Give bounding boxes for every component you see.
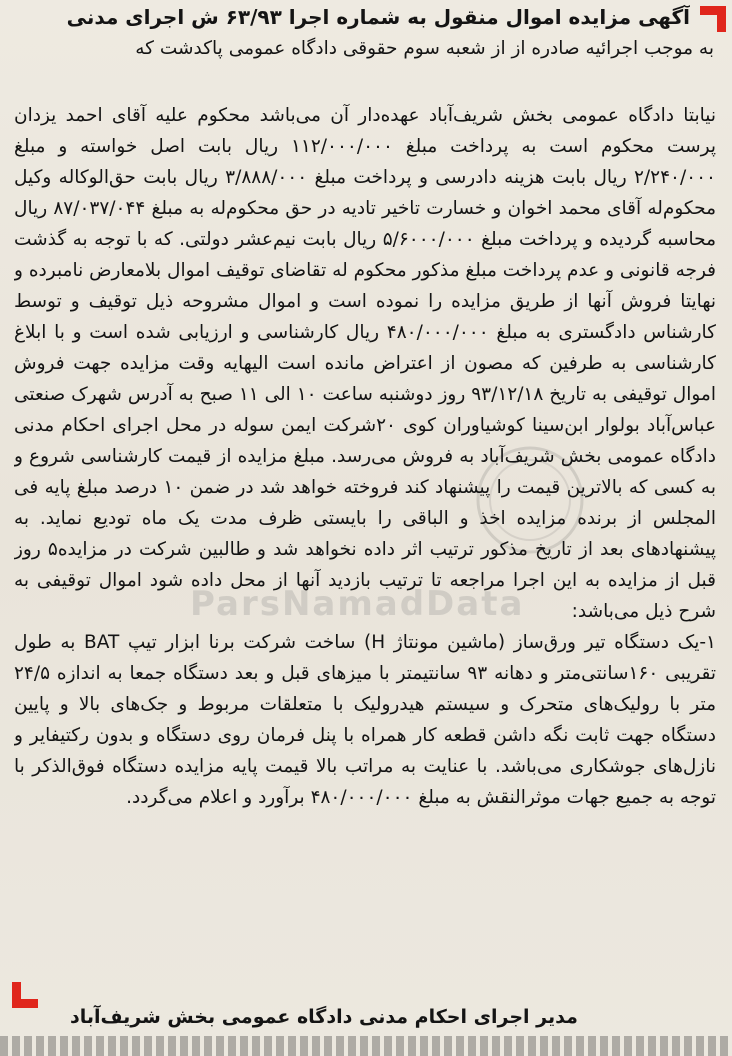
notice-body: نیابتا دادگاه عمومی بخش شریف‌آباد عهده‌دار آن می‌باشد محکوم علیه آقای احمد یزدان پرست محکوم است به پرداخت مبلغ ۱۱۲/۰۰۰/۰۰۰ ریال بابت اصل خواسته و مبلغ ۲/۲۴۰/۰۰۰ ریال بابت هزینه دادرسی و پرداخت مبلغ ۳/۸۸۸/۰۰۰ ریال بابت حق‌الوکاله وکیل محکوم‌له آقای محمد اخوان و خسارت تاخیر تادیه در حق محکوم‌له به مبلغ ۸۷/۰۳۷/۰۴۴ ریال محاسبه گردیده و پرداخت مبلغ ۵/۶۰۰۰/۰۰۰ ریال بابت نیم‌عشر دولتی. که با توجه به گذشت فرجه قانونی و عدم پرداخت مبلغ مذکور محکوم له تقاضای توقیف اموال بلامعارض نامبرده و نهایتا فروش آنها از طریق مزایده را نموده است و اموال مشروحه ذیل توقیف و توسط کارشناس دادگستری به مبلغ ۴۸۰/۰۰۰/۰۰۰ ریال کارشناسی و ارزیابی شده است و با ابلاغ کارشناسی به طرفین که مصون از اعتراض مانده است الیهایه وقت مزایده جهت فروش اموال توقیفی به تاریخ ۹۳/۱۲/۱۸ روز دوشنبه ساعت ۱۰ الی ۱۱ صبح به آدرس شهرک صنعتی عباس‌آباد بولوار ابن‌سینا کوشیاوران کوی ۲۰شرکت ایمن سوله در محل اجرای احکام مدنی دادگاه عمومی بخش شریف‌آباد به فروش می‌رسد. مبلغ مزایده از قیمت کارشناسی شروع و به کسی که بالاترین قیمت را پیشنهاد کند فروخته خواهد شد در ضمن ۱۰ درصد مبلغ پایه فی المجلس از برنده مزایده اخذ و الباقی را بایستی ظرف مدت یک ماه تودیع نماید. به پیشنهادهای بعد از تاریخ مذکور ترتیب اثر داده نخواهد شد و طالبین شرکت در مزایده۵ روز قبل از مزایده به این اجرا مراجعه تا ترتیب بازدید آنها از محل داده شود اموال توقیفی به شرح ذیل می‌باشد: ۱-یک دستگاه تیر ورق‌ساز (ماشین مونتاژ H) ساخت شرکت برنا ابزار تیپ BAT به طول تقریبی ۱۶۰سانتی‌متر و دهانه ۹۳ سانتیمتر با میزهای قبل و بعد دستگاه جمعا به اندازه ۲۴/۵ متر با رولیک‌های متحرک و سیستم هیدرولیک با متعلقات مربوط و جک‌های بالا و پایین دستگاه جهت ثابت نگه داشن قطعه کار همراه با پنل فرمان روی دستگاه و بدون رکتیفایر و نازل‌های جوشکاری می‌باشد. با عنایت به مراتب بالا قیمت پایه مزایده دستگاه فوق‌الذکر با توجه به جمیع جهات موثرالنقش به مبلغ ۴۸۰/۰۰۰/۰۰۰ برآورد و اعلام می‌گردد.: [14, 105, 716, 808]
red-corner-bracket-icon: [700, 6, 726, 32]
clipping-edge: [0, 1036, 732, 1056]
red-corner-bracket-icon: [12, 982, 38, 1008]
notice-signature: مدیر اجرای احکام مدنی دادگاه عمومی بخش شریف‌آباد: [70, 1006, 578, 1028]
notice-title: آگهی مزایده اموال منقول به شماره اجرا ۶۳/۹۳ ش اجرای مدنی: [66, 5, 690, 29]
watermark-text: ParsNamadData: [190, 584, 525, 624]
notice-subtitle: به موجب اجرائیه صادره از از شعبه سوم حقوقی دادگاه عمومی پاکدشت که: [135, 38, 714, 59]
